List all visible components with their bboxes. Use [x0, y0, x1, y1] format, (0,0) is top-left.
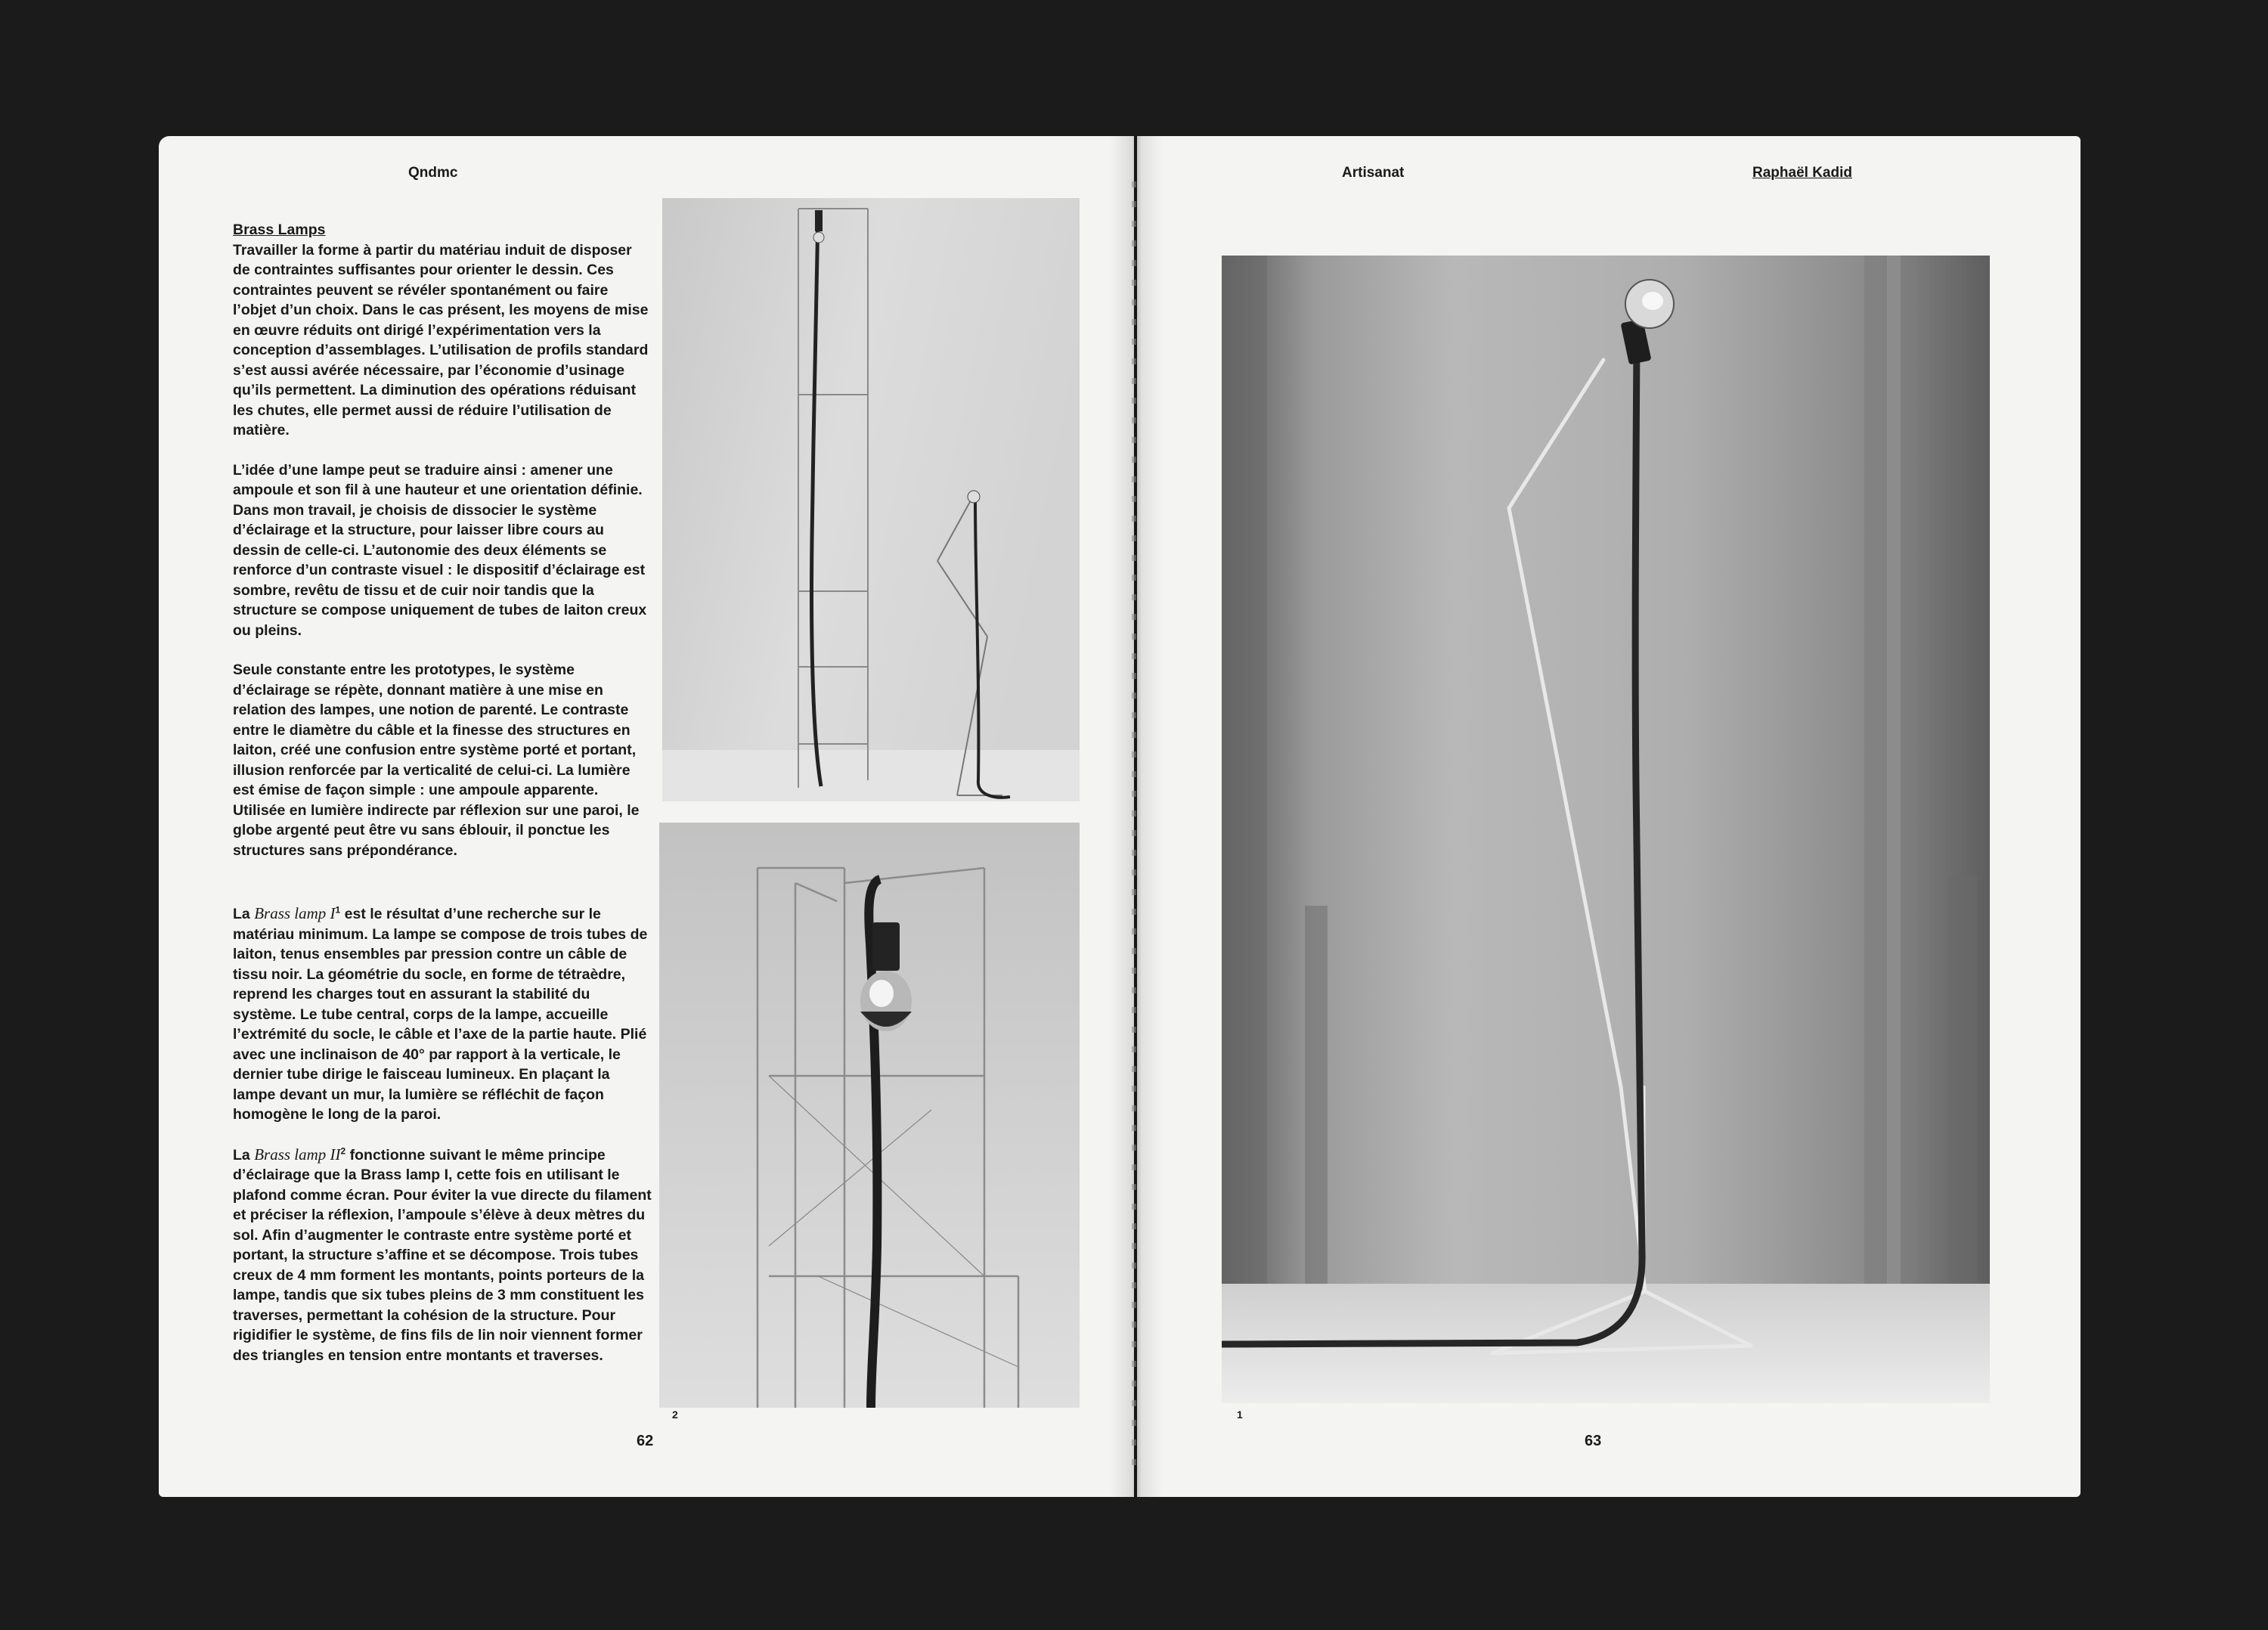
book-gutter: [1110, 136, 1163, 1497]
photo-brass-lamp-2: [659, 823, 1080, 1408]
text-column-top: [233, 220, 652, 860]
left-running-head: Qndmc: [408, 165, 458, 181]
paragraph-3: Seule constante entre les prototypes, le système d’éclairage se répète, donnant matière à une mise en relation des lampes, une notion de parenté. Le contraste entre le diamètre du câble et la finesse des structures en laiton, créé une confusion entre système porté et portant, illusion renforcée par la verticalité de celui-ci. La lumière est émise de façon simple : une ampoule apparente. Utilisée en lumière indirecte par réflexion sur une paroi, le globe argenté peut être vu sans éblouir, il ponctue les structures sans prépondérance.: [233, 662, 640, 859]
figure-2-caption: 2: [672, 1408, 678, 1421]
binding-stitches: [1132, 181, 1136, 1467]
paragraph-4: La Brass lamp $I^1$ est le résultat d’une recherche sur le matériau minimum. La lampe se compose de trois tubes de laiton, tenus ensembles par pression contre un câble de tissu noir. La géométrie du socle, en forme de tétraèdre, reprend les charges tout en assurant la stabilité du système. Le tube central, corps de la lampe, accueille l’extrémité du socle, le câble et l’axe de la partie haute. Plié avec une inclinaison de 40° par rapport à la verticale, le dernier tube dirige le faisceau lumineux. En plaçant la lampe devant un mur, la lumière se réfléchit de façon homogène le long de la paroi.: [233, 904, 648, 1123]
brass-lamp-2-title: Brass lamp II: [254, 1145, 341, 1164]
left-page-number: 62: [637, 1433, 654, 1449]
brass-lamp-1-title: Brass lamp I: [254, 904, 336, 922]
paragraph-1: Travailler la forme à partir du matériau induit de disposer de contraintes suffisantes pour orienter le dessin. Ces contraintes peuvent se révéler spontanément ou faire l’objet d’un choix. Dans le cas présent, les moyens de mise en œuvre réduits ont dirigé l’expérimentation vers la conception d’assemblages. L’utilisation de profils standard s’est aussi avérée nécessaire, par l’économie d’usinage qu’ils permettent. La diminution des opérations réduisant les chutes, elle permet aussi de réduire l’utilisation de matière.: [233, 241, 649, 438]
photo-two-lamps: [662, 198, 1080, 801]
footnote-ref-1: 1: [335, 904, 341, 916]
figure-1-caption: 1: [1237, 1408, 1243, 1421]
footnote-ref-2: 2: [340, 1145, 346, 1156]
author-link[interactable]: Raphaël Kadid: [1752, 165, 1852, 181]
paragraph-2: L’idée d’une lampe peut se traduire ainsi : amener une ampoule et son fil à une hauteur et une orientation définie. Dans mon travail, je choisis de dissocier le système d’éclairage et la structure, pour laisser libre cours au dessin de celle-ci. L’autonomie des deux éléments se renforce d’un contraste visuel : le dispositif d’éclairage est sombre, revêtu de tissu et de cuir noir tandis que la structure se compose uniquement de tubes de laiton creux ou pleins.: [233, 461, 647, 639]
text-column-bottom: [233, 903, 652, 1365]
right-running-head: Artisanat: [1342, 165, 1405, 181]
right-page-number: 63: [1585, 1433, 1602, 1449]
paragraph-5: La Brass lamp $II^2$ fonctionne suivant le même principe d’éclairage que la Brass lamp I, cette fois en utilisant le plafond comme écran. Pour éviter la vue directe du filament et préciser la réflexion, l’ampoule s’élève à deux mètres du sol. Afin d’augmenter le contraste entre système porté et portant, la structure s’affine et se décompose. Trois tubes creux de 4 mm forment les montants, points porteurs de la lampe, tandis que six tubes pleins de 3 mm constituent les traverses, permettant la cohésion de la structure. Pour rigidifier le système, de fins fils de lin noir viennent former des triangles en tension entre montants et traverses.: [233, 1145, 652, 1364]
section-heading: Brass Lamps: [233, 222, 326, 238]
photo-brass-lamp-1: [1222, 256, 1990, 1403]
